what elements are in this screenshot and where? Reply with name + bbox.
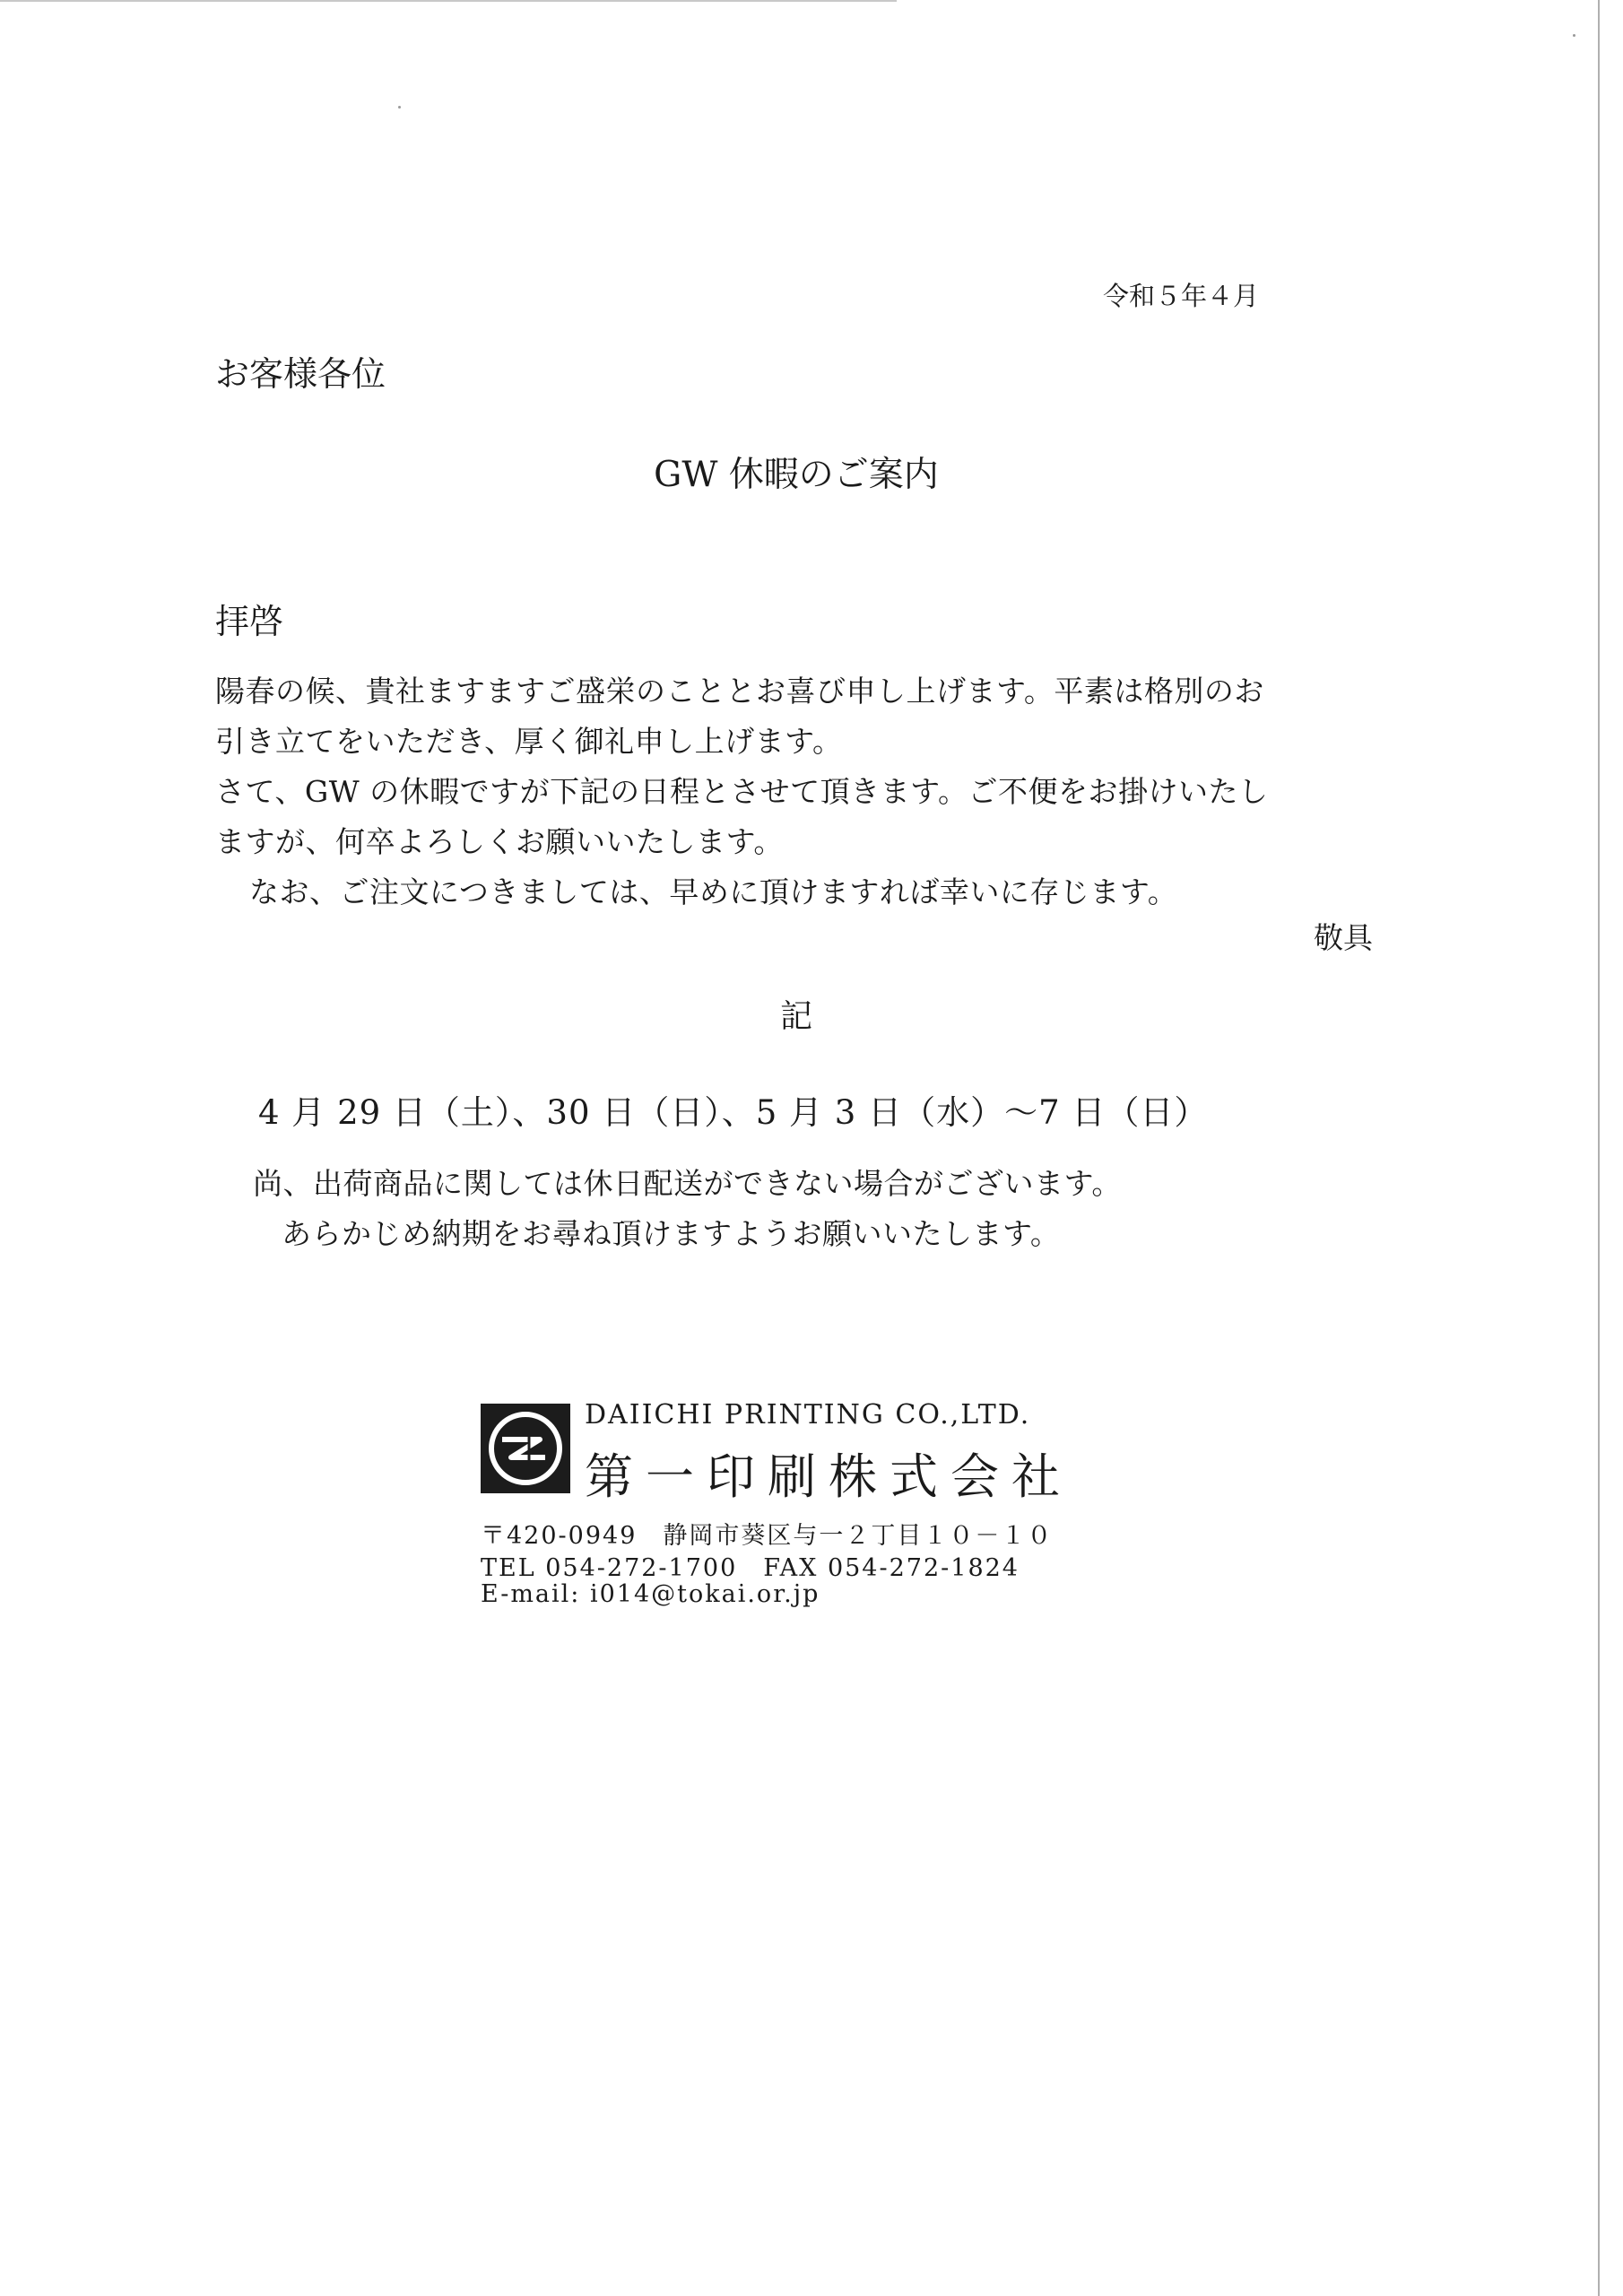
scan-edge-top [0,0,897,2]
letter-date: 令和５年４月 [1103,281,1260,311]
delivery-note: あらかじめ納期をお尋ね頂けますようお願いいたします。 [282,1216,1061,1251]
company-name-en: DAIICHI PRINTING CO.,LTD. [585,1399,1031,1431]
body-line: なお、ご注文につきましては、早めに頂けますれば幸いに存じます。 [249,874,1178,909]
company-logo-icon [481,1404,570,1493]
ki-heading: 記 [779,998,812,1035]
company-address: 〒420-0949 静岡市葵区与一２丁目１０－１０ [481,1522,1054,1550]
body-line: 陽春の候、貴社ますますご盛栄のこととお喜び申し上げます。平素は格別のお [215,674,1264,709]
addressee: お客様各位 [215,354,386,394]
body-line: 引き立てをいただき、厚く御礼申し上げます。 [215,724,843,759]
company-tel-fax: TEL 054-272-1700 FAX 054-272-1824 [481,1554,1020,1582]
scan-edge-right [1598,0,1600,2296]
scan-speck [398,106,401,109]
body-line: ますが、何卒よろしくお願いいたします。 [215,824,784,859]
shipping-note: 尚、出荷商品に関しては休日配送ができない場合がございます。 [253,1166,1122,1201]
company-name-jp: 第一印刷株式会社 [585,1448,1072,1505]
holiday-schedule: 4 月 29 日（土）、30 日（日）、5 月 3 日（水）～7 日（日） [258,1093,1209,1132]
company-email: E-mail: i014@tokai.or.jp [481,1580,820,1608]
closing: 敬具 [1314,920,1373,955]
letter-title: GW 休暇のご案内 [654,455,939,495]
greeting: 拝啓 [215,602,284,641]
body-line: さて、GW の休暇ですが下記の日程とさせて頂きます。ご不便をお掛けいたし [215,774,1269,809]
scan-speck [1573,34,1575,37]
